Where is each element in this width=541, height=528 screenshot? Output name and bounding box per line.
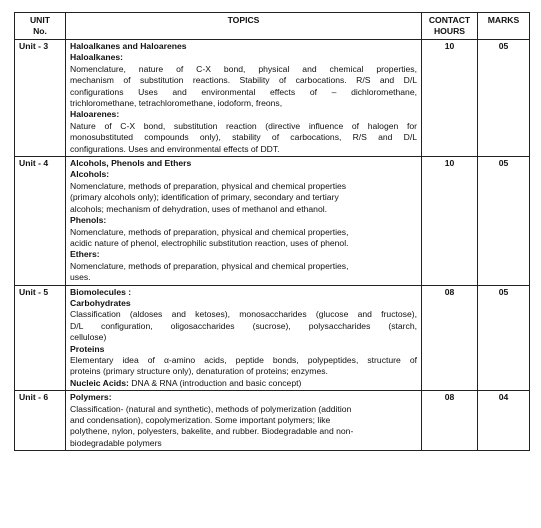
marks: 05 bbox=[478, 285, 530, 391]
header-marks-label: MARKS bbox=[487, 15, 520, 25]
unit-row bbox=[15, 40, 530, 157]
header-topics-label: TOPICS bbox=[227, 15, 260, 25]
topic-text-line: Classification- (natural and synthetic), methods of polymerization (addition bbox=[70, 403, 352, 414]
marks: 05 bbox=[478, 157, 530, 285]
topic-text-line: proteins (primary structure only), denaturation of proteins; enzymes. bbox=[70, 366, 328, 377]
unit-number: Unit - 4 bbox=[15, 157, 66, 285]
header-unit bbox=[15, 13, 66, 40]
contact-hours: 08 bbox=[422, 285, 478, 391]
topic-text-line: Nomenclature, methods of preparation, physical and chemical properties, bbox=[70, 226, 349, 237]
topic-heading: Haloalkanes: bbox=[70, 52, 124, 63]
topic-text-line: mechanism of substitution reactions. Stability of carbocations. R/S and D/L bbox=[70, 75, 417, 86]
topic-text-line: Classification (aldoses and ketoses), monosaccharides (glucose and fructose), bbox=[70, 309, 417, 320]
topic-text-line: uses. bbox=[70, 272, 91, 283]
header-unit-line1: UNIT bbox=[29, 15, 51, 25]
topic-text-line: (primary alcohols only); identification of primary, secondary and tertiary bbox=[70, 192, 339, 203]
topic-text-line: Nomenclature, nature of C-X bond, physical and chemical properties, bbox=[70, 63, 417, 74]
contact-hours: 08 bbox=[422, 391, 478, 451]
topic-heading: Haloarenes: bbox=[70, 109, 120, 120]
nucleic-acids-line bbox=[70, 378, 417, 389]
topic-text-line: trichloromethane, tetrachloromethane, iodoform, freons, bbox=[70, 98, 283, 109]
topic-text-line: cellulose) bbox=[70, 332, 107, 343]
header-row bbox=[15, 13, 530, 40]
nucleic-acids-text: DNA & RNA (introduction and basic concept) bbox=[128, 377, 302, 388]
topic-text-line: alcohols; mechanism of dehydration, uses of methanol and ethanol. bbox=[70, 203, 328, 214]
header-hours-line2: HOURS bbox=[433, 26, 466, 36]
topic-text-line: D/L configuration, oligosaccharides (sucrose), polysaccharides (starch, bbox=[70, 320, 417, 331]
header-unit-line2: No. bbox=[33, 26, 47, 36]
unit-number: Unit - 5 bbox=[15, 285, 66, 391]
topic-text-line: monosubstituted compounds only), stability of carbocations, R/S and D/L bbox=[70, 132, 417, 143]
unit-topics bbox=[66, 391, 422, 451]
topic-text-line: Nature of C-X bond, substitution reaction (directive influence of halogen for bbox=[70, 120, 417, 131]
topic-text-line: polythene, nylon, polyesters, bakelite, and rubber. Biodegradable and non- bbox=[70, 426, 354, 437]
topic-text-line: configurations. Uses and environmental effects of DDT. bbox=[70, 143, 280, 154]
topic-text-line: Nomenclature, methods of preparation, physical and chemical properties bbox=[70, 180, 347, 191]
topic-heading: Biomolecules : bbox=[70, 286, 132, 297]
topic-heading: Phenols: bbox=[70, 215, 107, 226]
unit-row bbox=[15, 157, 530, 285]
unit-row bbox=[15, 391, 530, 451]
topic-heading: Carbohydrates bbox=[70, 297, 131, 308]
header-topics bbox=[66, 13, 422, 40]
topic-text-line: Elementary idea of α-amino acids, peptide bonds, polypeptides, structure of bbox=[70, 354, 417, 365]
topic-text-line: Nomenclature, methods of preparation, physical and chemical properties, bbox=[70, 260, 349, 271]
contact-hours: 10 bbox=[422, 157, 478, 285]
topic-text-line: acidic nature of phenol, electrophilic substitution reaction, uses of phenol. bbox=[70, 237, 349, 248]
topic-heading: Ethers: bbox=[70, 249, 100, 260]
topic-heading: Alcohols, Phenols and Ethers bbox=[70, 158, 192, 169]
topic-heading: Polymers: bbox=[70, 392, 112, 403]
topic-heading: Proteins bbox=[70, 343, 105, 354]
unit-topics bbox=[66, 285, 422, 391]
header-hours-line1: CONTACT bbox=[428, 15, 471, 25]
topic-text-line: configurations Uses and environmental effects of – dichloromethane, bbox=[70, 86, 417, 97]
unit-row bbox=[15, 285, 530, 391]
topic-heading: Haloalkanes and Haloarenes bbox=[70, 41, 187, 51]
unit-topics bbox=[66, 157, 422, 285]
nucleic-acids-label: Nucleic Acids: bbox=[70, 377, 129, 388]
topic-text-line: biodegradable polymers bbox=[70, 437, 162, 448]
unit-topics bbox=[66, 40, 422, 157]
topic-text-line: and condensation), copolymerization. Some important polymers; like bbox=[70, 415, 331, 425]
unit-number: Unit - 3 bbox=[15, 40, 66, 157]
unit-number: Unit - 6 bbox=[15, 391, 66, 451]
topic-heading: Alcohols: bbox=[70, 169, 110, 180]
header-marks bbox=[478, 13, 530, 40]
marks: 05 bbox=[478, 40, 530, 157]
contact-hours: 10 bbox=[422, 40, 478, 157]
header-hours bbox=[422, 13, 478, 40]
syllabus-table bbox=[14, 12, 530, 451]
marks: 04 bbox=[478, 391, 530, 451]
